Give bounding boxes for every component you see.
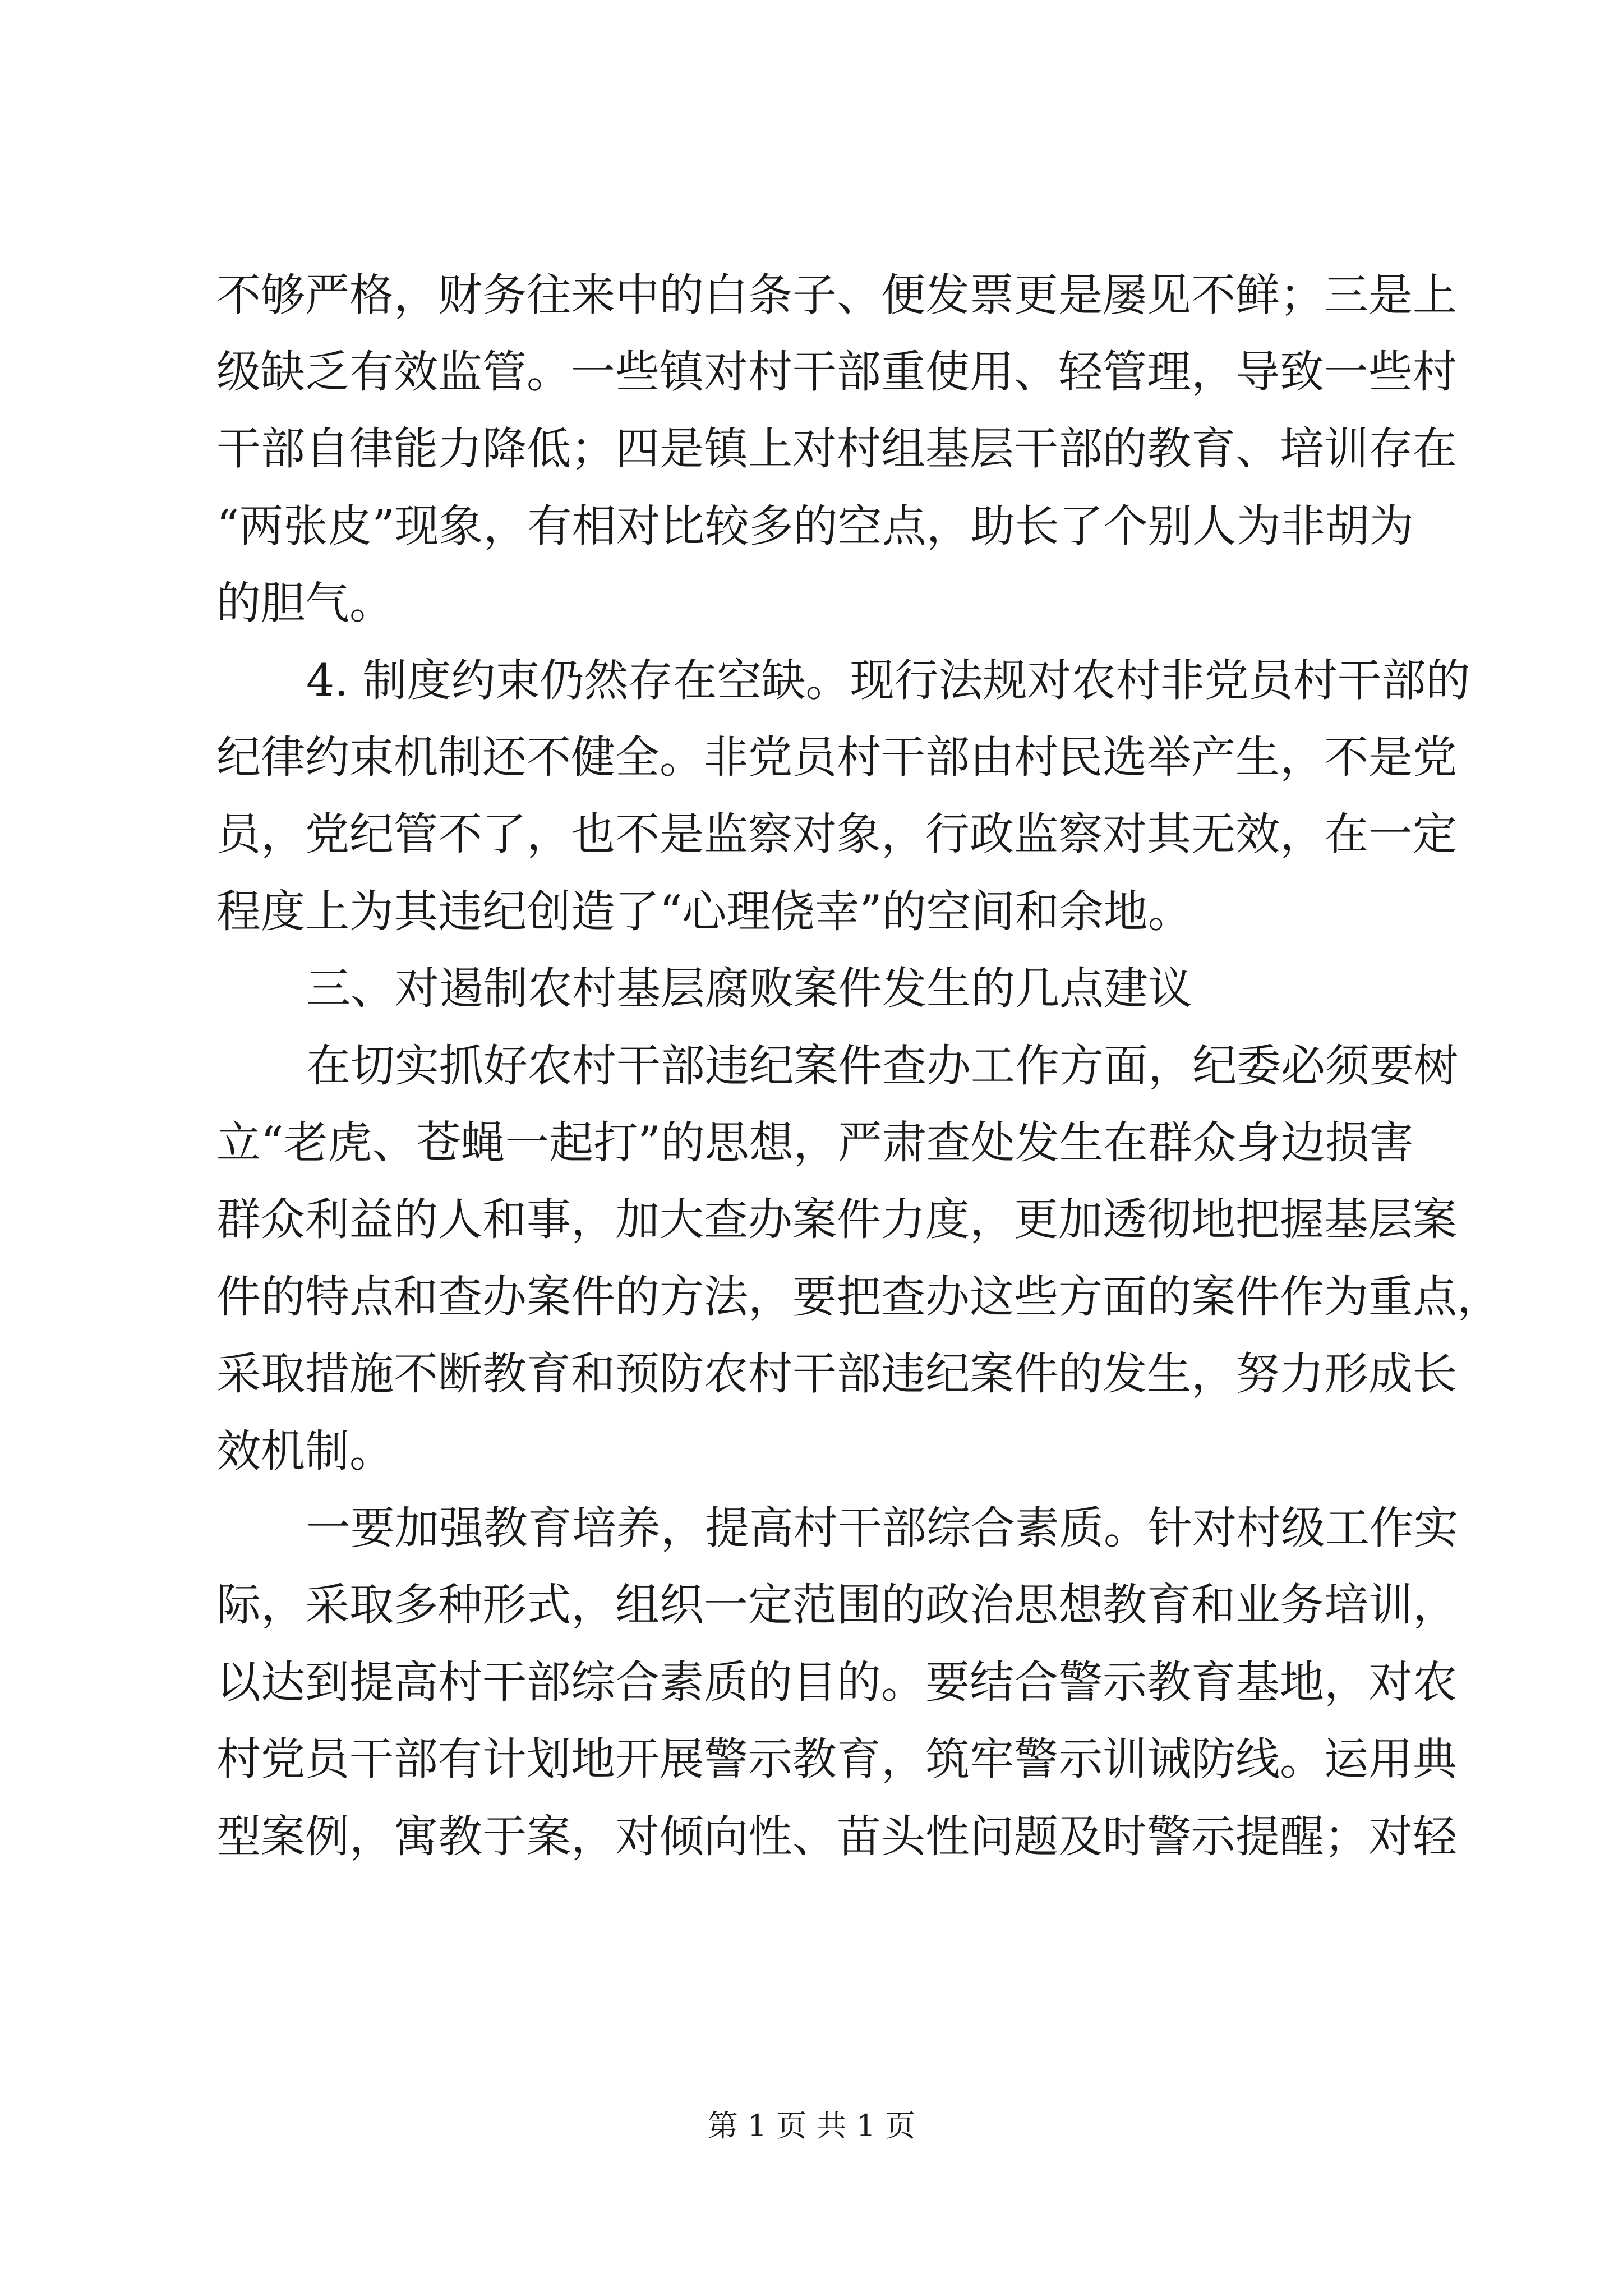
text-line-7: 纪律约束机制还不健全。非党员村干部由村民选举产生，不是党 (216, 731, 1457, 783)
text-line-1: 不够严格，财务往来中的白条子、便发票更是屡见不鲜；三是上 (216, 269, 1457, 321)
page-footer: 第 1 页 共 1 页 (707, 2108, 916, 2143)
text-line-15: 采取措施不断教育和预防农村干部违纪案件的发生，努力形成长 (216, 1348, 1457, 1400)
text-line-21: 型案例，寓教于案，对倾向性、苗头性问题及时警示提醒；对轻 (216, 1811, 1457, 1862)
text-line-18: 际，采取多种形式，组织一定范围的政治思想教育和业务培训， (216, 1579, 1457, 1631)
text-line-4: “两张皮”现象，有相对比较多的空点，助长了个别人为非胡为 (216, 500, 1414, 552)
text-line-8: 员，党纪管不了，也不是监察对象，行政监察对其无效，在一定 (216, 808, 1457, 860)
text-line-2: 级缺乏有效监管。一些镇对村干部重使用、轻管理，导致一些村 (216, 346, 1457, 398)
text-line-19: 以达到提高村干部综合素质的目的。要结合警示教育基地，对农 (216, 1657, 1457, 1708)
text-line-11: 在切实抓好农村干部违纪案件查办工作方面，纪委必须要树 (306, 1040, 1458, 1092)
text-line-9: 程度上为其违纪创造了“心理侥幸”的空间和余地。 (216, 886, 1192, 937)
text-line-17: 一要加强教育培养，提高村干部综合素质。针对村级工作实 (306, 1502, 1458, 1554)
text-line-5: 的胆气。 (216, 577, 394, 629)
text-line-6: 4. 制度约束仍然存在空缺。现行法规对农村非党员村干部的 (306, 655, 1470, 706)
section-heading: 三、对遏制农村基层腐败案件发生的几点建议 (306, 963, 1192, 1014)
text-line-16: 效机制。 (216, 1425, 394, 1477)
text-line-12: 立“老虎、苍蝇一起打”的思想，严肃查处发生在群众身边损害 (216, 1117, 1414, 1168)
text-line-13: 群众利益的人和事，加大查办案件力度，更加透彻地把握基层案 (216, 1194, 1457, 1245)
text-line-3: 干部自律能力降低；四是镇上对村组基层干部的教育、培训存在 (216, 423, 1457, 475)
text-line-14: 件的特点和查办案件的方法，要把查办这些方面的案件作为重点， (216, 1271, 1501, 1323)
text-line-20: 村党员干部有计划地开展警示教育，筑牢警示训诫防线。运用典 (216, 1733, 1457, 1785)
